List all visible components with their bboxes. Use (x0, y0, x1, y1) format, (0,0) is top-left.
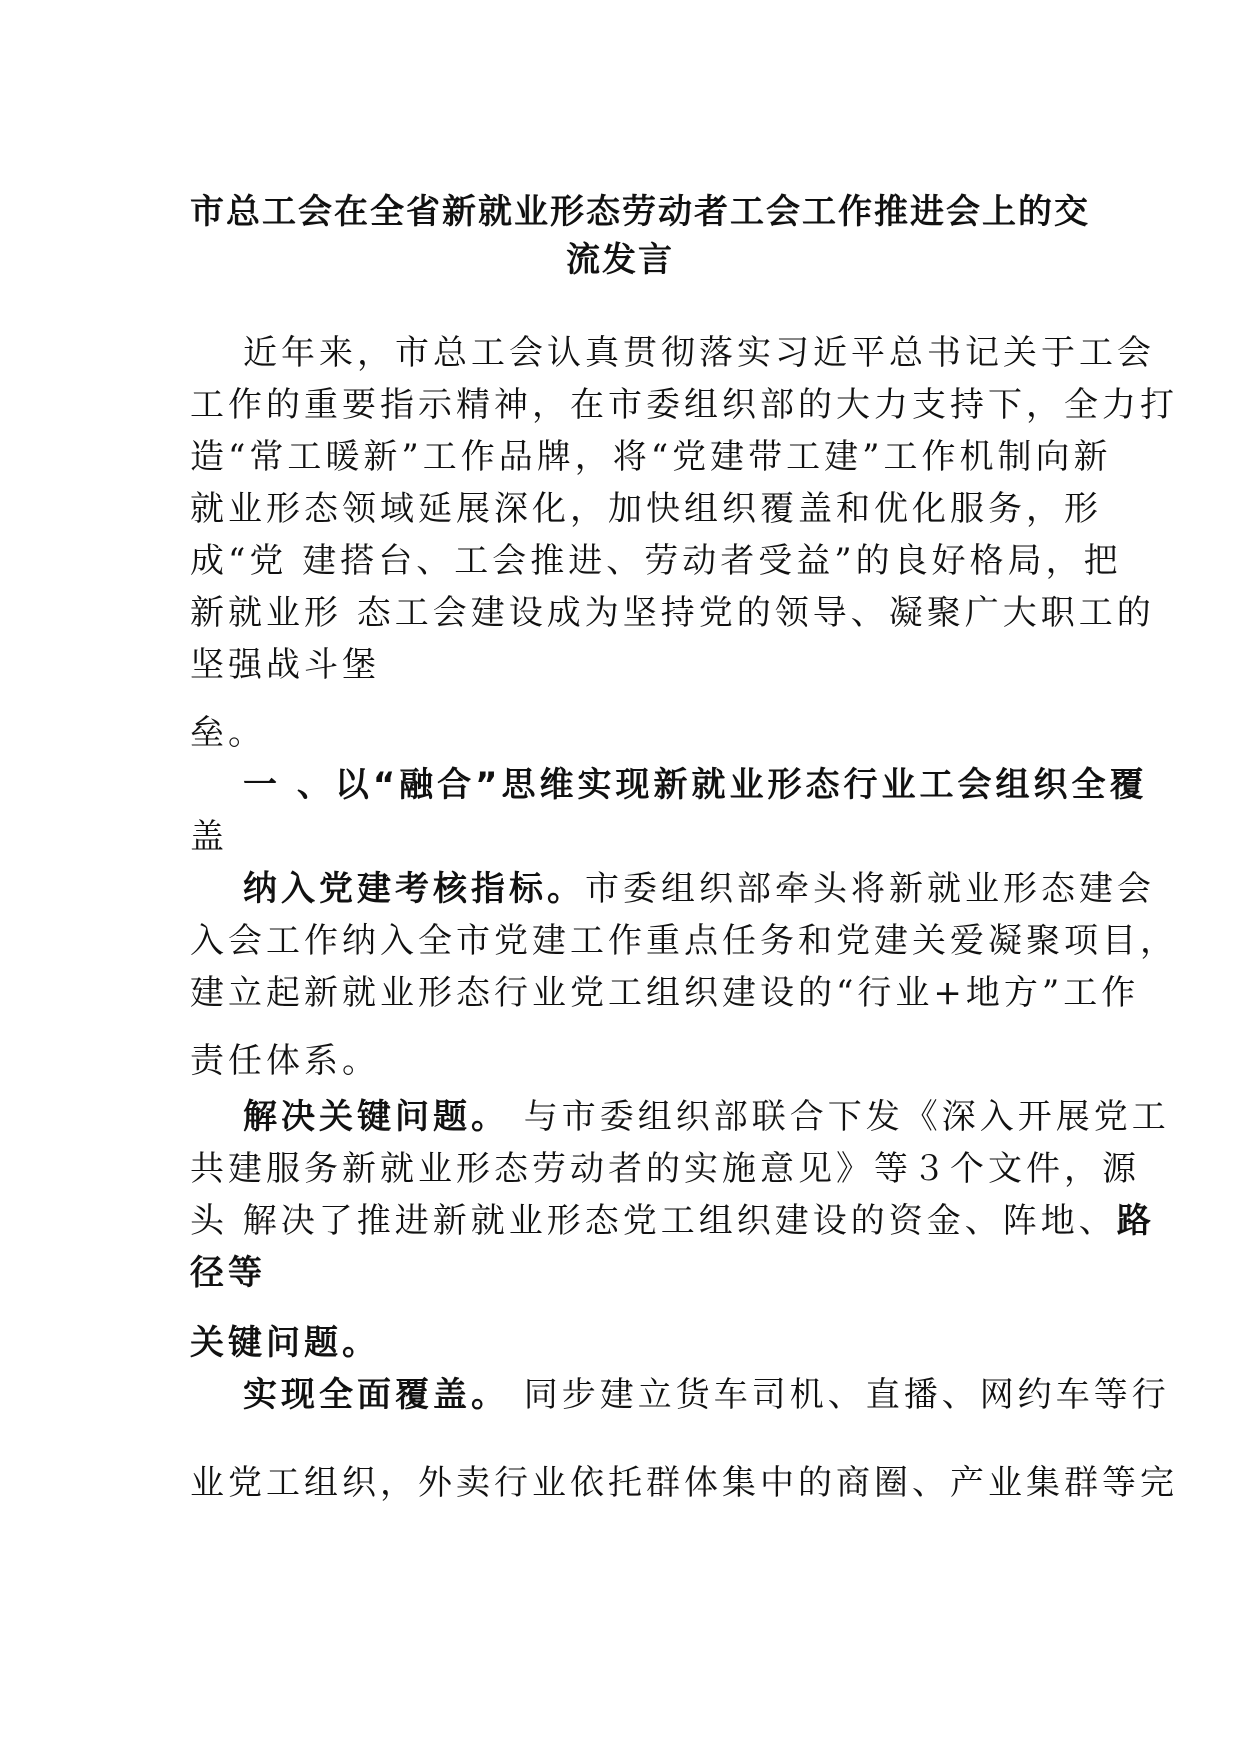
intro-paragraph-line: 造“常工暖新”工作品牌，将“党建带工建”工作机制向新 (190, 437, 1112, 477)
item-2-line: 共建服务新就业形态劳动者的实施意见》等３个文件，源 (190, 1149, 1140, 1189)
section-1-heading-line-2: 盖 (190, 817, 228, 857)
item-3-bold-lead: 实现全面覆盖。 (243, 1375, 509, 1415)
item-1-line: 建立起新就业形态行业党工组织建设的“行业+地方”工作 (190, 973, 1140, 1013)
item-1-bold-lead: 纳入党建考核指标。 (243, 869, 585, 909)
document-title-line-1: 市总工会在全省新就业形态劳动者工会工作推进会上的交 (190, 192, 1090, 232)
item-2-text: 头 解决了推进新就业形态党工组织建设的资金、阵地、 (190, 1201, 1117, 1241)
item-3-line: 业党工组织，外卖行业依托群体集中的商圈、产业集群等完 (190, 1463, 1178, 1503)
item-3-text: 同步建立货车司机、直播、网约车等行 (509, 1375, 1170, 1415)
intro-paragraph-line: 成“党 建搭台、工会推进、劳动者受益”的良好格局，把 (190, 541, 1122, 581)
item-3-line-1 (243, 1375, 1170, 1415)
item-2-line-5: 关键问题。 (190, 1323, 380, 1363)
intro-paragraph-line: 工作的重要指示精神，在市委组织部的大力支持下，全力打 (190, 385, 1178, 425)
item-2-bold-lead: 解决关键问题。 (243, 1097, 509, 1137)
item-1-line-1 (243, 869, 1155, 909)
item-1-line: 入会工作纳入全市党建工作重点任务和党建关爱凝聚项目， (190, 921, 1178, 961)
intro-paragraph-line: 就业形态领域延展深化，加快组织覆盖和优化服务，形 (190, 489, 1102, 529)
intro-paragraph-line: 坚强战斗堡 (190, 645, 380, 685)
item-1-line: 责任体系。 (190, 1041, 380, 1081)
section-1-heading-line-1: 一 、以“融合”思维实现新就业形态行业工会组织全覆 (243, 765, 1148, 805)
intro-paragraph-line: 近年来，市总工会认真贯彻落实习近平总书记关于工会 (243, 333, 1155, 373)
item-2-text: 与市委组织部联合下发《深入开展党工 (509, 1097, 1170, 1137)
item-2-bold-text: 路 (1116, 1201, 1155, 1241)
item-2-line-3 (190, 1201, 1155, 1241)
item-1-text: 市委组织部牵头将新就业形态建会 (585, 869, 1155, 909)
intro-paragraph-line: 垒。 (190, 713, 266, 753)
item-2-line-4: 径等 (190, 1253, 266, 1293)
item-2-line-1 (243, 1097, 1170, 1137)
intro-paragraph-line: 新就业形 态工会建设成为坚持党的领导、凝聚广大职工的 (190, 593, 1155, 633)
document-title-line-2: 流发言 (566, 240, 674, 280)
